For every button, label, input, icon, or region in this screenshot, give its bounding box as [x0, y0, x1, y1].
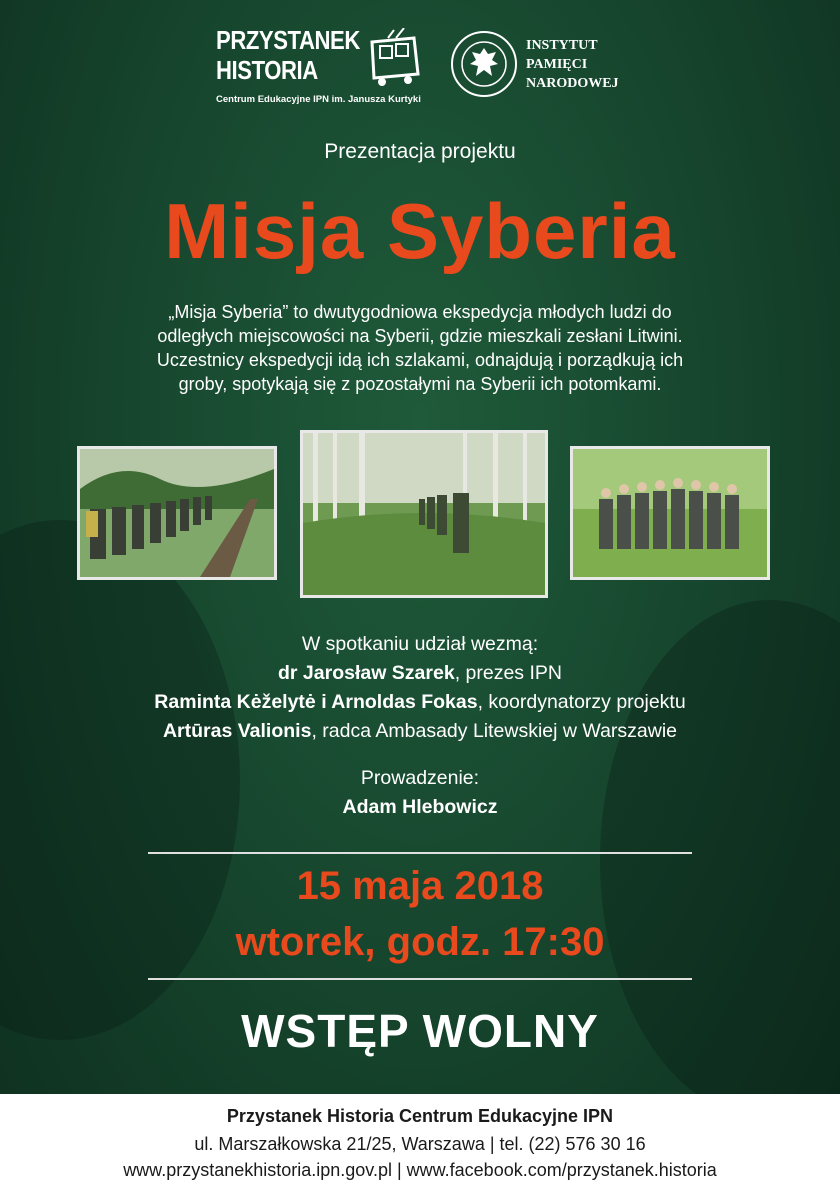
project-description [80, 300, 760, 396]
ipn-line-2: PAMIĘCI [526, 57, 588, 72]
host-name: Adam Hlebowicz [342, 796, 498, 818]
event-title: Misja Syberia [164, 187, 676, 275]
event-date: 15 maja 2018 [296, 864, 544, 908]
speakers-intro: W spotkaniu udział wezmą: [301, 633, 539, 655]
speaker-role: , koordynatorzy projektu [477, 691, 686, 713]
photo-hikers-railway [77, 446, 277, 580]
logo-line-2: HISTORIA [216, 55, 318, 85]
speaker-role: , radca Ambasady Litewskiej w Warszawie [311, 720, 678, 742]
speaker-role: , prezes IPN [454, 662, 562, 684]
speaker-line [0, 659, 840, 688]
divider-bottom [148, 978, 692, 980]
presentation-subtitle: Prezentacja projektu [324, 140, 516, 163]
ipn-eagle-seal-icon [450, 30, 518, 98]
speaker-name: dr Jarosław Szarek [278, 662, 455, 684]
logo-line-1: PRZYSTANEK [216, 25, 360, 55]
speaker-line [0, 688, 840, 717]
description-line: Uczestnicy ekspedycji idą ich szlakami, odnajdują i porządkują ich [156, 350, 684, 370]
ipn-line-3: NARODOWEJ [526, 76, 619, 91]
footer-organizer: Przystanek Historia Centrum Edukacyjne IPN [226, 1106, 614, 1126]
logo-subtitle: Centrum Edukacyjne IPN im. Janusza Kurtyki [216, 94, 421, 105]
speaker-line [0, 717, 840, 746]
speaker-name: Artūras Valionis [162, 720, 312, 742]
description-line: „Misja Syberia” to dwutygodniowa ekspedycja młodych ludzi do [168, 302, 672, 322]
event-time: wtorek, godz. 17:30 [235, 920, 605, 964]
speaker-name: Raminta Kėželytė i Arnoldas Fokas [154, 691, 478, 713]
ipn-line-1: INSTYTUT [526, 38, 598, 53]
host-label: Prowadzenie: [360, 767, 480, 789]
photo-forest-line [300, 430, 548, 598]
description-line: groby, spotykają się z pozostałymi na Syberii ich potomkami. [178, 374, 662, 394]
photo-group-portrait [570, 446, 770, 580]
tram-icon [366, 28, 422, 88]
header-logos [0, 22, 840, 112]
free-entry: WSTĘP WOLNY [241, 1005, 599, 1057]
footer-links: www.przystanekhistoria.ipn.gov.pl | www.facebook.com/przystanek.historia [123, 1160, 717, 1180]
speakers-section [0, 630, 840, 822]
ipn-logo [450, 30, 640, 100]
ipn-name [526, 36, 619, 93]
footer [0, 1094, 840, 1200]
description-line: odległych miejscowości na Syberii, gdzie mieszkali zesłani Litwini. [157, 326, 683, 346]
divider-top [148, 852, 692, 854]
footer-address: ul. Marszałkowska 21/25, Warszawa | tel. (22) 576 30 16 [194, 1134, 646, 1154]
przystanek-historia-logo [216, 26, 426, 106]
